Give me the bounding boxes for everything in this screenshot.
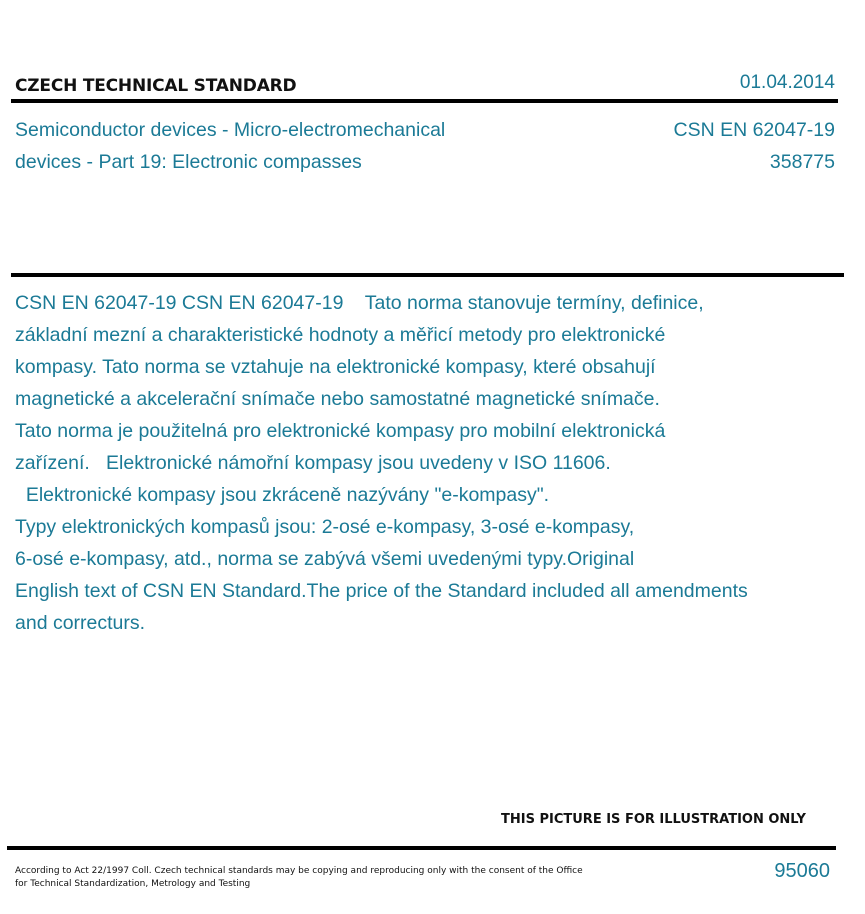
abstract-line: CSN EN 62047-19 CSN EN 62047-19 Tato norma stanovuje termíny, definice,	[15, 292, 704, 314]
abstract-line: Elektronické kompasy jsou zkráceně nazývány "e-kompasy".	[15, 484, 550, 506]
document-title	[15, 114, 535, 178]
section-divider	[11, 273, 844, 277]
document-title-line: devices - Part 19: Electronic compasses	[15, 151, 362, 173]
illustration-notice: THIS PICTURE IS FOR ILLUSTRATION ONLY	[501, 812, 806, 827]
legal-notice-line: According to Act 22/1997 Coll. Czech technical standards may be copying and reproducing only with the consent of the Office	[15, 866, 583, 876]
abstract-line: Tato norma je použitelná pro elektronické kompasy pro mobilní elektronická	[15, 420, 666, 442]
abstract-line: Typy elektronických kompasů jsou: 2-osé e-kompasy, 3-osé e-kompasy,	[15, 516, 635, 538]
document-identifiers	[673, 114, 835, 178]
footer-divider	[7, 846, 836, 850]
abstract-line: základní mezní a charakteristické hodnoty a měřicí metody pro elektronické	[15, 324, 666, 346]
price-code: 95060	[774, 860, 830, 882]
legal-notice-line: for Technical Standardization, Metrology and Testing	[15, 879, 251, 889]
legal-notice	[15, 865, 595, 891]
abstract-line: English text of CSN EN Standard.The price of the Standard included all amendments	[15, 580, 748, 602]
abstract-line: 6-osé e-kompasy, atd., norma se zabývá všemi uvedenými typy.Original	[15, 548, 635, 570]
abstract-line: magnetické a akcelerační snímače nebo samostatné magnetické snímače.	[15, 388, 660, 410]
abstract-text	[15, 287, 830, 639]
standard-type-label: CZECH TECHNICAL STANDARD	[15, 76, 297, 96]
abstract-line: zařízení. Elektronické námořní kompasy jsou uvedeny v ISO 11606.	[15, 452, 611, 474]
abstract-line: kompasy. Tato norma se vztahuje na elektronické kompasy, které obsahují	[15, 356, 656, 378]
catalog-number: 358775	[769, 151, 835, 173]
publication-date: 01.04.2014	[739, 72, 835, 93]
header-divider	[11, 99, 838, 103]
document-title-line: Semiconductor devices - Micro-electromechanical	[15, 119, 446, 141]
standard-number: CSN EN 62047-19	[673, 119, 835, 141]
abstract-line: and correcturs.	[15, 612, 146, 634]
